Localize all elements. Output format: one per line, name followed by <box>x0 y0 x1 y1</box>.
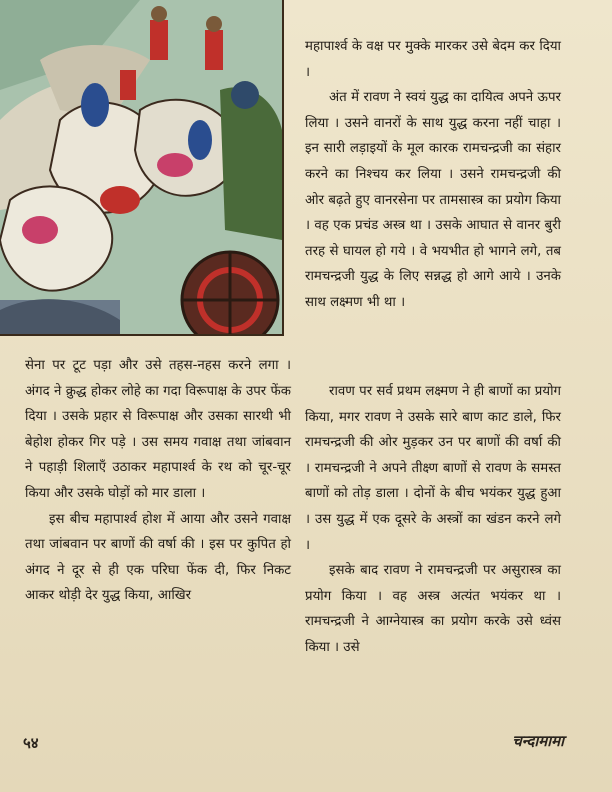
paragraph: महापार्श्व के वक्ष पर मुक्के मारकर उसे बेदम कर दिया । <box>305 39 561 80</box>
paragraph: अंत में रावण ने स्वयं युद्ध का दायित्व अपने ऊपर लिया । उसने वानरों के साथ युद्ध करना नहीं चाहा । इन सारी लड़ाइयों के मूल कारक रामचन्द्रजी का संहार करने का निश्चय कर लिया । उसने रामचन्द्रजी की ओर बढ़ते हुए वानरसेना पर तामसास्त्र का प्रयोग किया । वह एक प्रचंड अस्त्र था । उसके आघात से वानर बुरी तरह से घायल हो गये । वे भयभीत हो भागने लगे, तब रामचन्द्रजी युद्ध के लिए सन्नद्ध हो आगे आये । उनके साथ लक्ष्मण भी था । <box>305 90 561 310</box>
paragraph: इस बीच महापार्श्व होश में आया और उसने गवाक्ष तथा जांबवान पर बाणों की वर्षा की । इस पर कुपित हो अंगद ने दूर से ही एक परिघा फेंक दी, फिर निकट आकर थोड़ी देर युद्ध किया, आखिर <box>25 511 291 604</box>
text-column-left <box>25 353 291 609</box>
magazine-name: चन्दामामा <box>512 732 564 750</box>
text-column-right-top <box>305 34 561 316</box>
paragraph: सेना पर टूट पड़ा और उसे तहस-नहस करने लगा । अंगद ने क्रुद्ध होकर लोहे का गदा विरूपाक्ष के उपर फेंक दिया । उसके प्रहार से विरूपाक्ष और उसका सारथी भी बेहोश होकर गिर पड़े । उस समय गवाक्ष तथा जांबवान ने पहाड़ी शिलाएँ उठाकर महापार्श्व के रथ को चूर-चूर किया और उसके घोड़ों को मार डाला । <box>25 358 291 501</box>
page-number: ५४ <box>23 734 39 752</box>
text-column-right-bottom <box>305 379 561 661</box>
paragraph: रावण पर सर्व प्रथम लक्ष्मण ने ही बाणों का प्रयोग किया, मगर रावण ने उसके सारे बाण काट डाले, फिर रामचन्द्रजी की ओर मुड़कर उन पर बाणों की वर्षा की । रामचन्द्रजी ने अपने तीक्ष्ण बाणों से रावण के समस्त बाणों को तोड़ डाला । दोनों के बीच भयंकर युद्ध हुआ । उस युद्ध में एक दूसरे के अस्त्रों का खंडन करने लगे । <box>305 384 561 553</box>
paragraph: इसके बाद रावण ने रामचन्द्रजी पर असुरास्त्र का प्रयोग किया । वह अस्त्र अत्यंत भयंकर था । रामचन्द्रजी ने आग्नेयास्त्र का प्रयोग करके उसे ध्वंस किया । उसे <box>305 563 561 655</box>
chariot-horses-icon <box>0 0 282 334</box>
battle-illustration <box>0 0 284 336</box>
